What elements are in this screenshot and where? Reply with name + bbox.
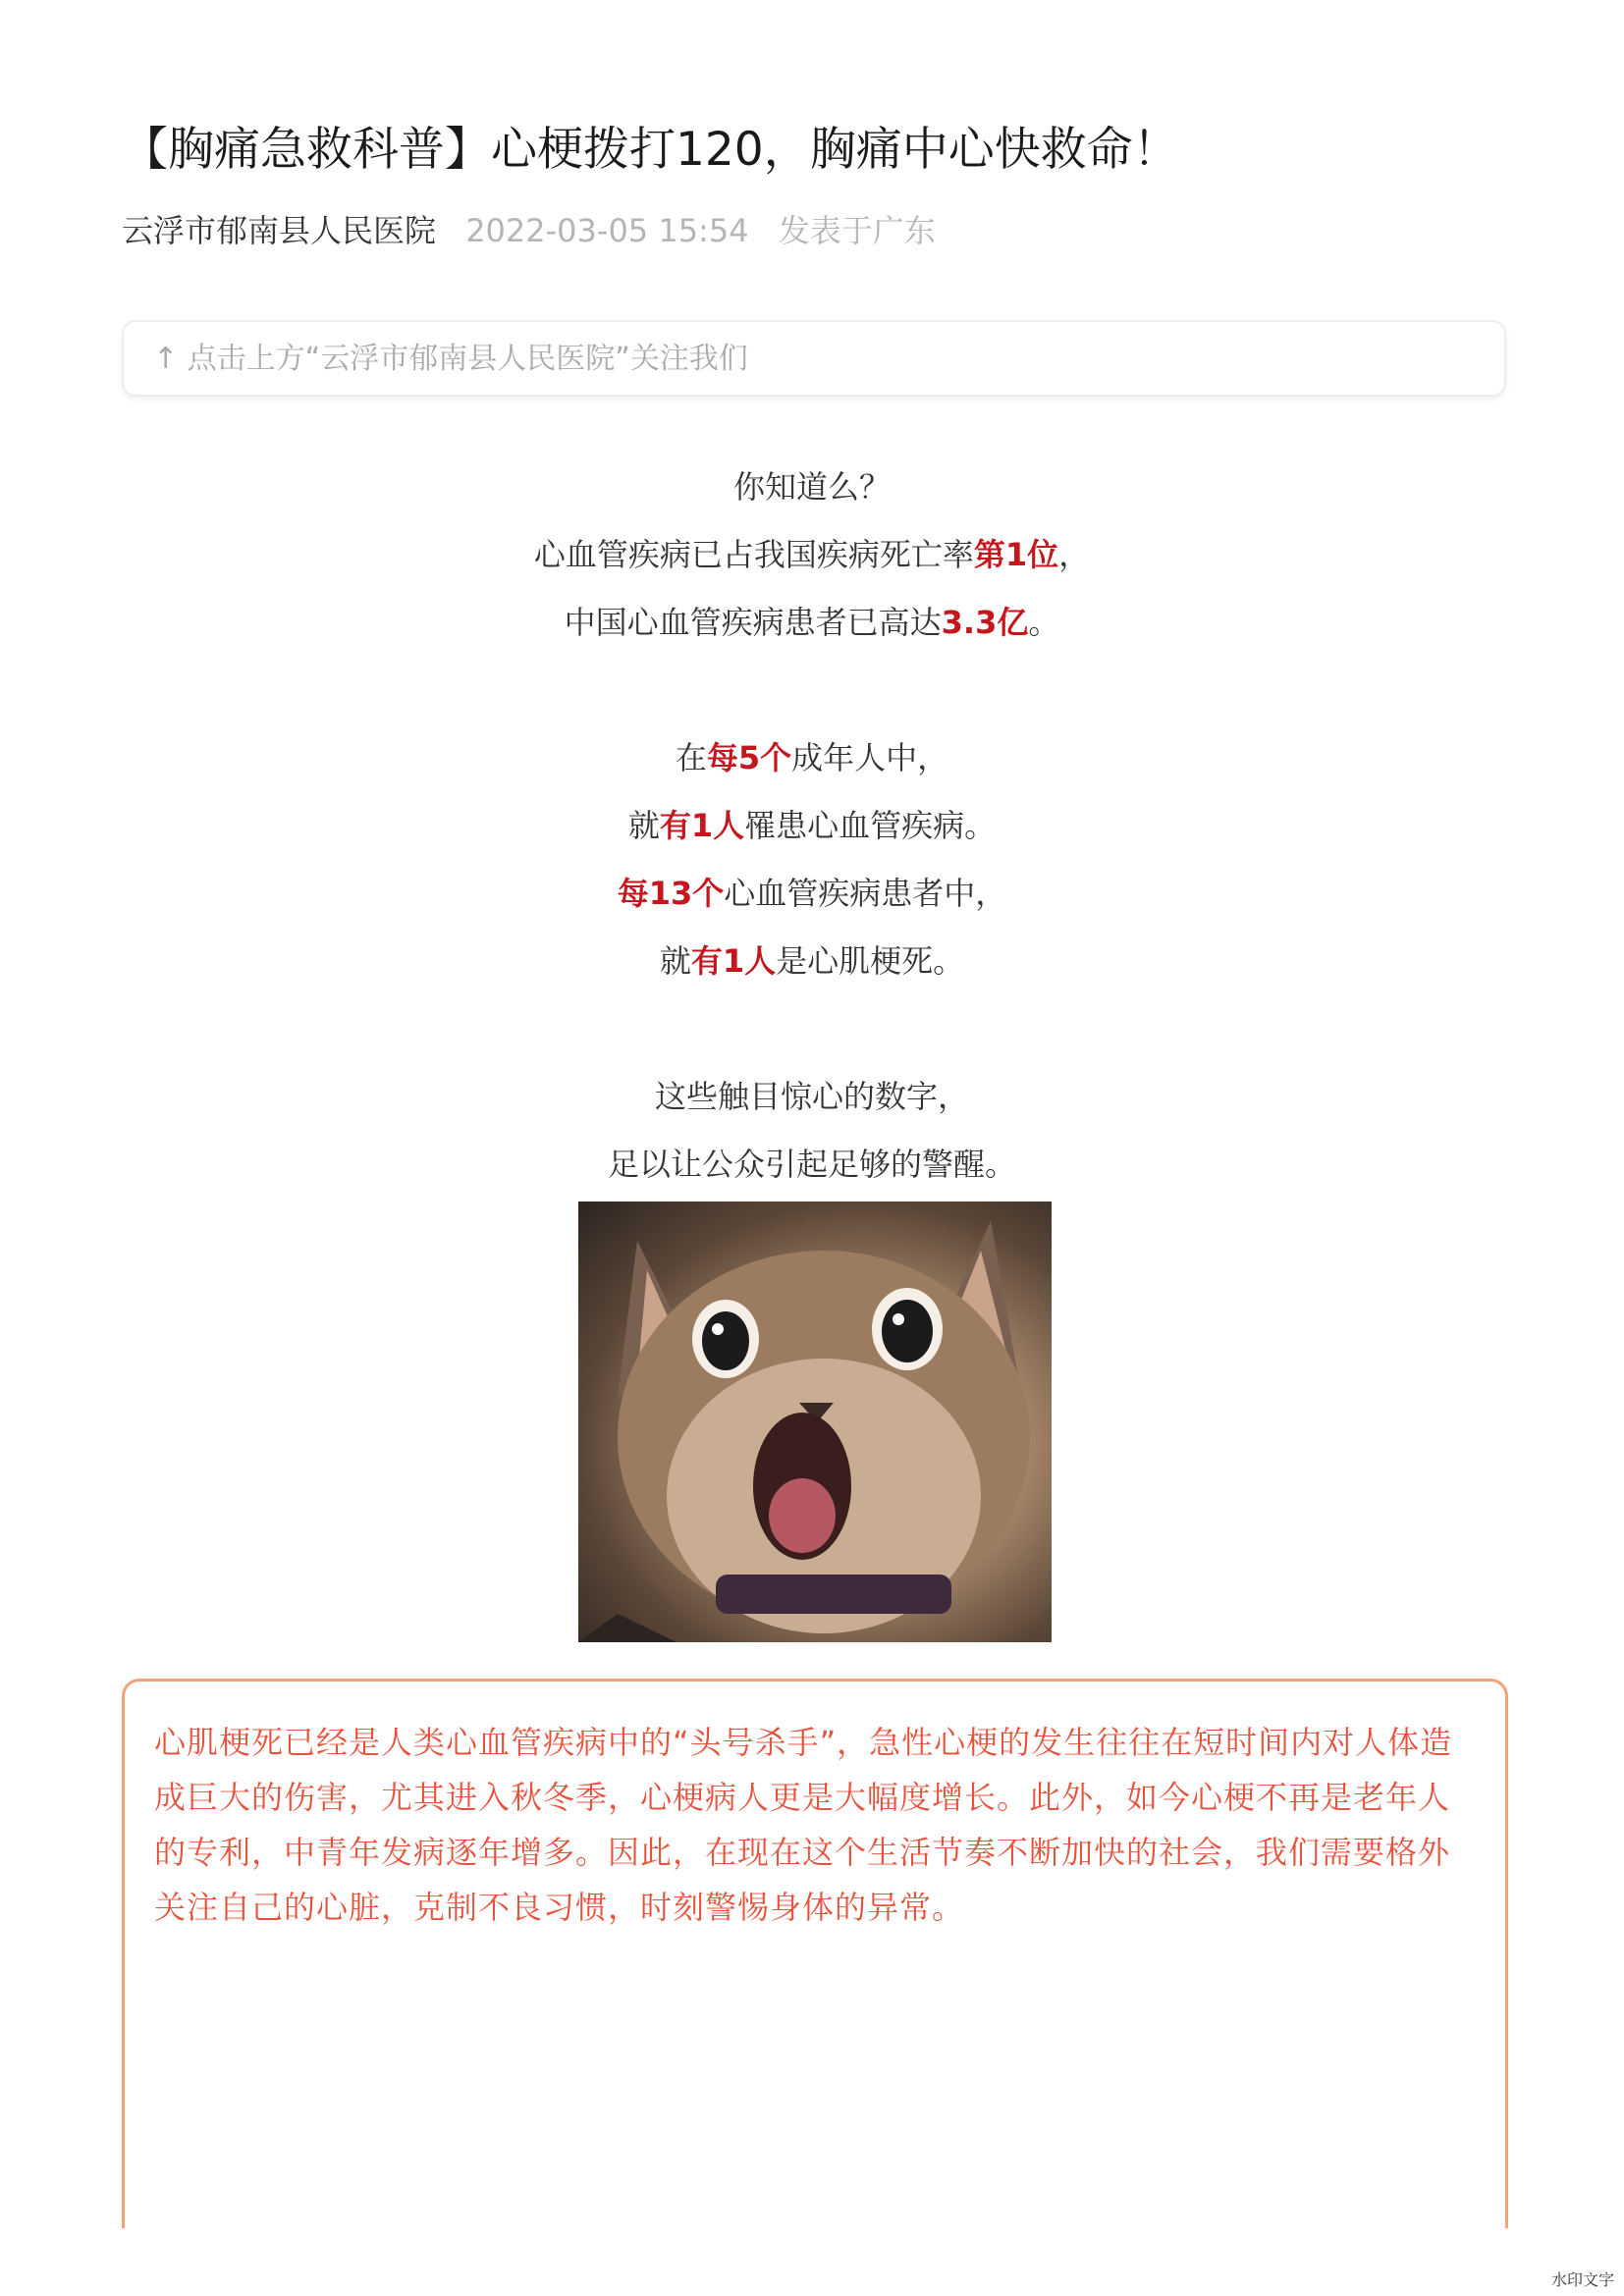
highlight-number: 每5个 <box>706 739 792 776</box>
stats-text: 就 <box>659 942 691 980</box>
highlight-number: 有1人 <box>659 807 745 844</box>
intro-text: 中国心血管疾病患者已高达 <box>564 604 942 641</box>
highlight-number: 每13个 <box>617 875 725 912</box>
author-link[interactable]: 云浮市郁南县人民医院 <box>122 212 437 249</box>
stats-text: 罹患心血管疾病。 <box>744 807 997 844</box>
article-title: 【胸痛急救科普】心梗拨打120，胸痛中心快救命！ <box>122 123 1179 177</box>
intro-text: 。 <box>1028 604 1060 641</box>
stats-text: 是心肌梗死。 <box>776 942 965 980</box>
quote-text: 心肌梗死已经是人类心血管疾病中的“头号杀手”，急性心梗的发生往往在短时间内对人体造成巨大的伤害，尤其进入秋冬季，心梗病人更是大幅度增长。此外，如今心梗不再是老年人的专利，中青年发病逐年增多。因此，在现在这个生活节奏不断加快的社会，我们需要格外关注自己的心脏，克制不良习惯，时刻警惕身体的异常。 <box>154 1724 1453 1926</box>
stats-text: 成年人中， <box>791 739 949 776</box>
highlight-number: 第1位 <box>973 536 1059 573</box>
follow-hint-box[interactable] <box>122 320 1506 397</box>
intro-text: 心血管疾病已占我国疾病死亡率 <box>533 536 974 573</box>
intro-line <box>0 589 1624 657</box>
alarm-line: 这些触目惊心的数字， <box>654 1078 969 1115</box>
cat-illustration <box>578 1201 1052 1642</box>
intro-text: 你知道么？ <box>732 468 891 506</box>
publish-location: 发表于广东 <box>778 212 936 249</box>
alarm-line: 足以让公众引起足够的警醒。 <box>607 1146 1016 1183</box>
stats-line <box>0 928 1624 995</box>
alarm-block <box>0 1063 1624 1199</box>
publish-date: 2022-03-05 15:54 <box>465 212 749 249</box>
article-meta <box>122 208 936 253</box>
stats-line <box>0 860 1624 928</box>
highlight-number: 有1人 <box>690 942 777 980</box>
stats-line <box>0 792 1624 860</box>
stats-text: 心血管疾病患者中， <box>724 875 1007 912</box>
stats-block <box>0 724 1624 995</box>
stats-line <box>0 724 1624 792</box>
intro-block <box>0 454 1624 657</box>
intro-line <box>0 521 1624 589</box>
stats-text: 就 <box>627 807 660 844</box>
intro-line <box>0 454 1624 521</box>
surprised-cat-image <box>578 1201 1052 1642</box>
follow-hint-text: ↑ 点击上方“云浮市郁南县人民医院”关注我们 <box>153 342 748 376</box>
highlight-number: 3.3亿 <box>941 604 1029 641</box>
stats-text: 在 <box>675 739 707 776</box>
intro-text: ， <box>1058 536 1091 573</box>
watermark-text: 水印文字 <box>1550 2270 1614 2289</box>
quote-box <box>122 1679 1508 2228</box>
